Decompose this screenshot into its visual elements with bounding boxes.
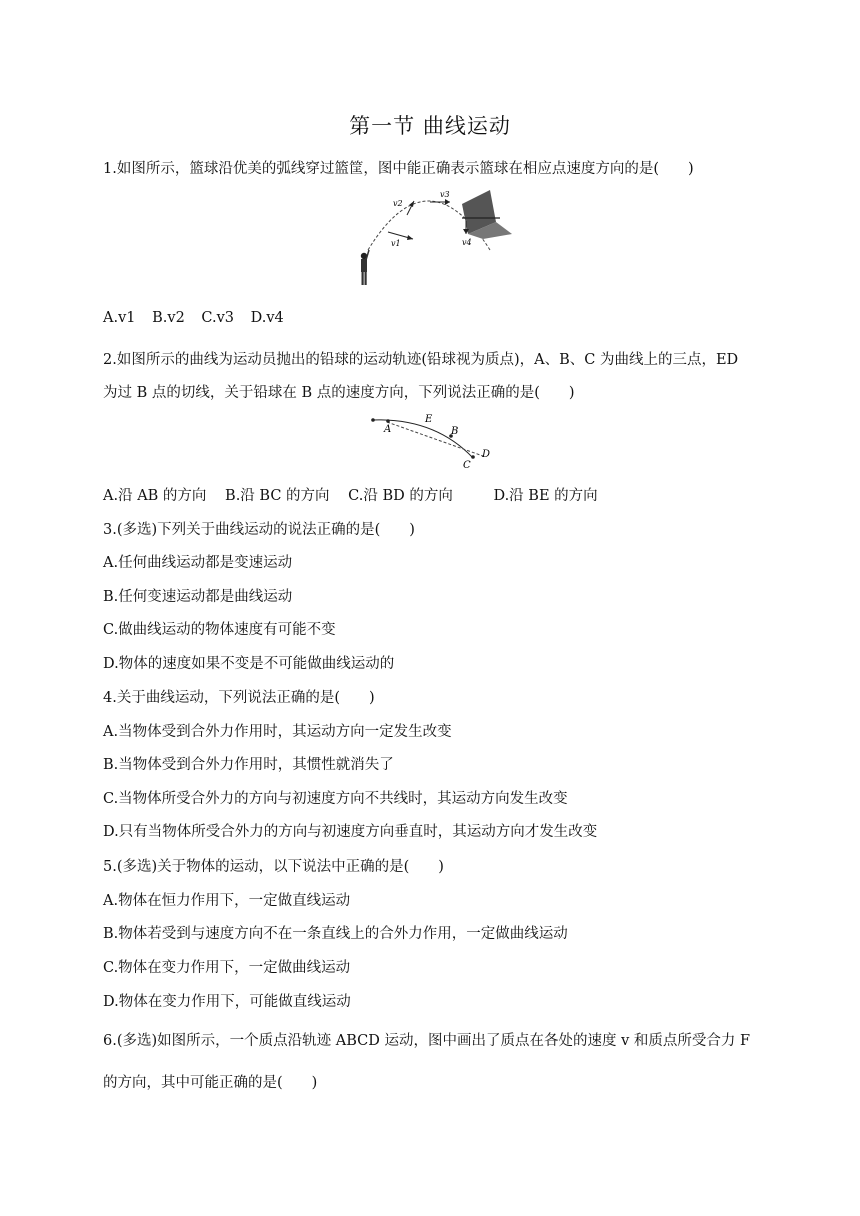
q2-label-a: A: [384, 424, 392, 435]
q2-option-d: D.沿 BE 的方向: [493, 488, 598, 504]
q1-option-a: A.v1: [103, 310, 136, 326]
q2-label-c: C: [463, 460, 471, 471]
q2-option-a: A.沿 AB 的方向: [103, 488, 207, 504]
q5-option-c: C.物体在变力作用下，一定做曲线运动: [103, 960, 351, 976]
q2-label-e: E: [425, 414, 433, 425]
q2-option-b: B.沿 BC 的方向: [225, 488, 330, 504]
q1-option-d: D.v4: [250, 310, 284, 326]
q2-shotput-figure: [365, 410, 495, 472]
page-title: 第一节 曲线运动: [349, 114, 511, 138]
q3-option-c: C.做曲线运动的物体速度有可能不变: [103, 622, 336, 638]
q2-stem-line1: 2.如图所示的曲线为运动员抛出的铅球的运动轨迹(铅球视为质点)，A、B、C 为曲线上的三点，ED: [103, 352, 739, 368]
q3-stem: 3.(多选)下列关于曲线运动的说法正确的是( ): [103, 522, 415, 538]
q2-label-d: D: [482, 449, 491, 460]
q4-option-a: A.当物体受到合外力作用时，其运动方向一定发生改变: [103, 724, 452, 740]
q5-option-b: B.物体若受到与速度方向不在一条直线上的合外力作用，一定做曲线运动: [103, 926, 568, 942]
q4-stem: 4.关于曲线运动，下列说法正确的是( ): [103, 690, 375, 706]
q1-options: [103, 310, 296, 326]
q1-label-v2: v2: [393, 199, 403, 208]
q1-stem: 1.如图所示，篮球沿优美的弧线穿过篮筐，图中能正确表示篮球在相应点速度方向的是( ): [103, 161, 694, 177]
q5-option-a: A.物体在恒力作用下，一定做直线运动: [103, 893, 351, 909]
q1-option-c: C.v3: [201, 310, 235, 326]
q2-options: [103, 484, 612, 505]
q1-option-b: B.v2: [152, 310, 185, 326]
q5-stem: 5.(多选)关于物体的运动，以下说法中正确的是( ): [103, 859, 444, 875]
q6-stem-line1: 6.(多选)如图所示，一个质点沿轨迹 ABCD 运动，图中画出了质点在各处的速度 v 和质点所受合力 F: [103, 1033, 751, 1049]
q1-label-v3: v3: [440, 190, 450, 199]
q3-option-a: A.任何曲线运动都是变速运动: [103, 555, 293, 571]
q2-stem-line2: 为过 B 点的切线，关于铅球在 B 点的速度方向，下列说法正确的是( ): [103, 385, 575, 401]
q3-option-d: D.物体的速度如果不变是不可能做曲线运动的: [103, 656, 395, 672]
q4-option-c: C.当物体所受合外力的方向与初速度方向不共线时，其运动方向发生改变: [103, 791, 568, 807]
q4-option-d: D.只有当物体所受合外力的方向与初速度方向垂直时，其运动方向才发生改变: [103, 824, 598, 840]
q2-label-b: B: [451, 426, 459, 437]
q2-option-c: C.沿 BD 的方向: [348, 488, 453, 504]
q6-stem-line2: 的方向，其中可能正确的是( ): [103, 1075, 318, 1091]
q5-option-d: D.物体在变力作用下，可能做直线运动: [103, 994, 351, 1010]
q1-basketball-figure: [350, 184, 520, 292]
q4-option-b: B.当物体受到合外力作用时，其惯性就消失了: [103, 757, 394, 773]
q1-label-v4: v4: [462, 238, 472, 247]
q1-label-v1: v1: [391, 239, 401, 248]
q3-option-b: B.任何变速运动都是曲线运动: [103, 589, 293, 605]
